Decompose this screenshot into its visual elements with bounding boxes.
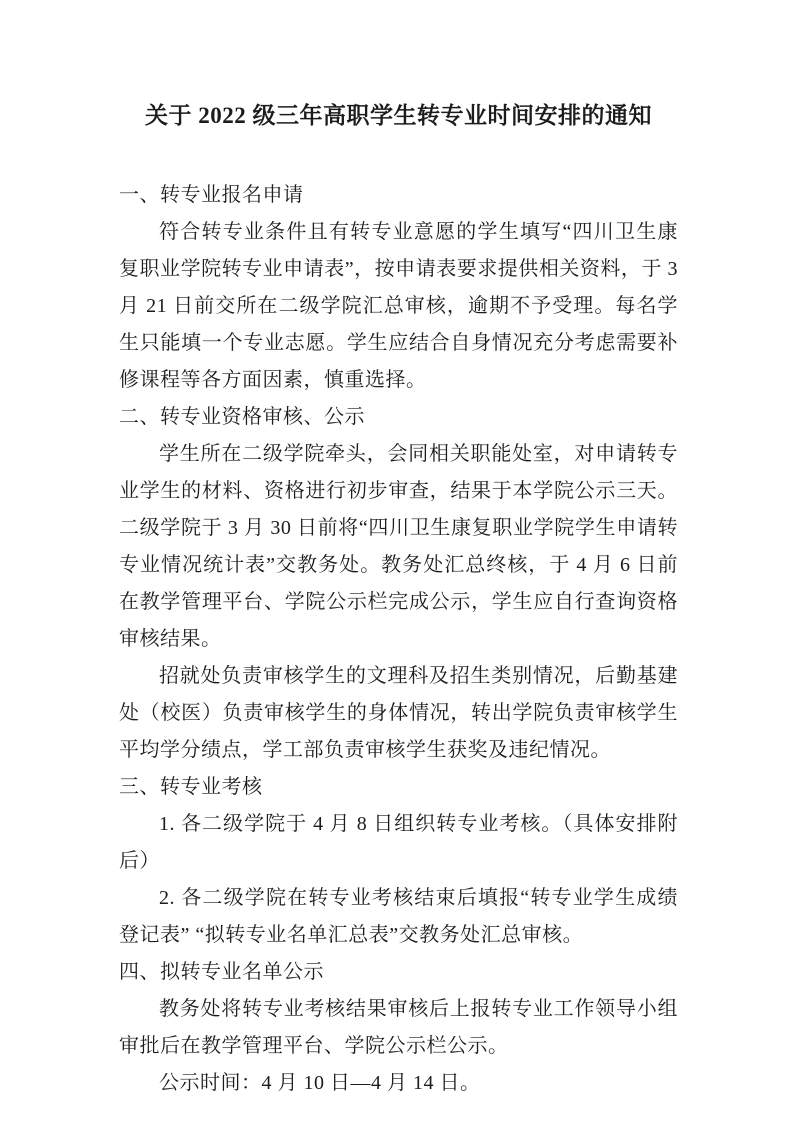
section-heading-2: 二、转专业资格审核、公示 bbox=[119, 406, 365, 428]
section-4-paragraph-1: 教务处将转专业考核结果审核后上报转专业工作领导小组审批后在教学管理平台、学院公示栏公示。 bbox=[119, 998, 678, 1057]
section-2-paragraph-1: 学生所在二级学院牵头，会同相关职能处室，对申请转专业学生的材料、资格进行初步审查，结果于本学院公示三天。二级学院于 3 月 30 日前将“四川卫生康复职业学院学生申请转专业情况统计表”交教务处。教务处汇总终核，于 4 月 6 日前在教学管理平台、学院公示栏完成公示，学生应自行查询资格审核结果。 bbox=[119, 443, 678, 650]
section-4-publicity-period: 公示时间：4 月 10 日—4 月 14 日。 bbox=[159, 1072, 481, 1094]
document-title: 关于 2022 级三年高职学生转专业时间安排的通知 bbox=[145, 103, 652, 128]
section-3-item-1: 1. 各二级学院于 4 月 8 日组织转专业考核。（具体安排附后） bbox=[119, 813, 678, 872]
document-body bbox=[119, 177, 678, 1102]
section-heading-3: 三、转专业考核 bbox=[119, 776, 263, 798]
section-2-paragraph-2: 招就处负责审核学生的文理科及招生类别情况，后勤基建处（校医）负责审核学生的身体情况，转出学院负责审核学生平均学分绩点，学工部负责审核学生获奖及违纪情况。 bbox=[119, 665, 678, 761]
section-1-paragraph-1: 符合转专业条件且有转专业意愿的学生填写“四川卫生康复职业学院转专业申请表”，按申请表要求提供相关资料，于 3 月 21 日前交所在二级学院汇总审核，逾期不予受理。每名学生只能填一个专业志愿。学生应结合自身情况充分考虑需要补修课程等各方面因素，慎重选择。 bbox=[119, 221, 678, 391]
section-heading-1: 一、转专业报名申请 bbox=[119, 184, 304, 206]
section-heading-4: 四、拟转专业名单公示 bbox=[119, 961, 324, 983]
section-3-item-2: 2. 各二级学院在转专业考核结束后填报“转专业学生成绩登记表” “拟转专业名单汇总表”交教务处汇总审核。 bbox=[119, 887, 678, 946]
